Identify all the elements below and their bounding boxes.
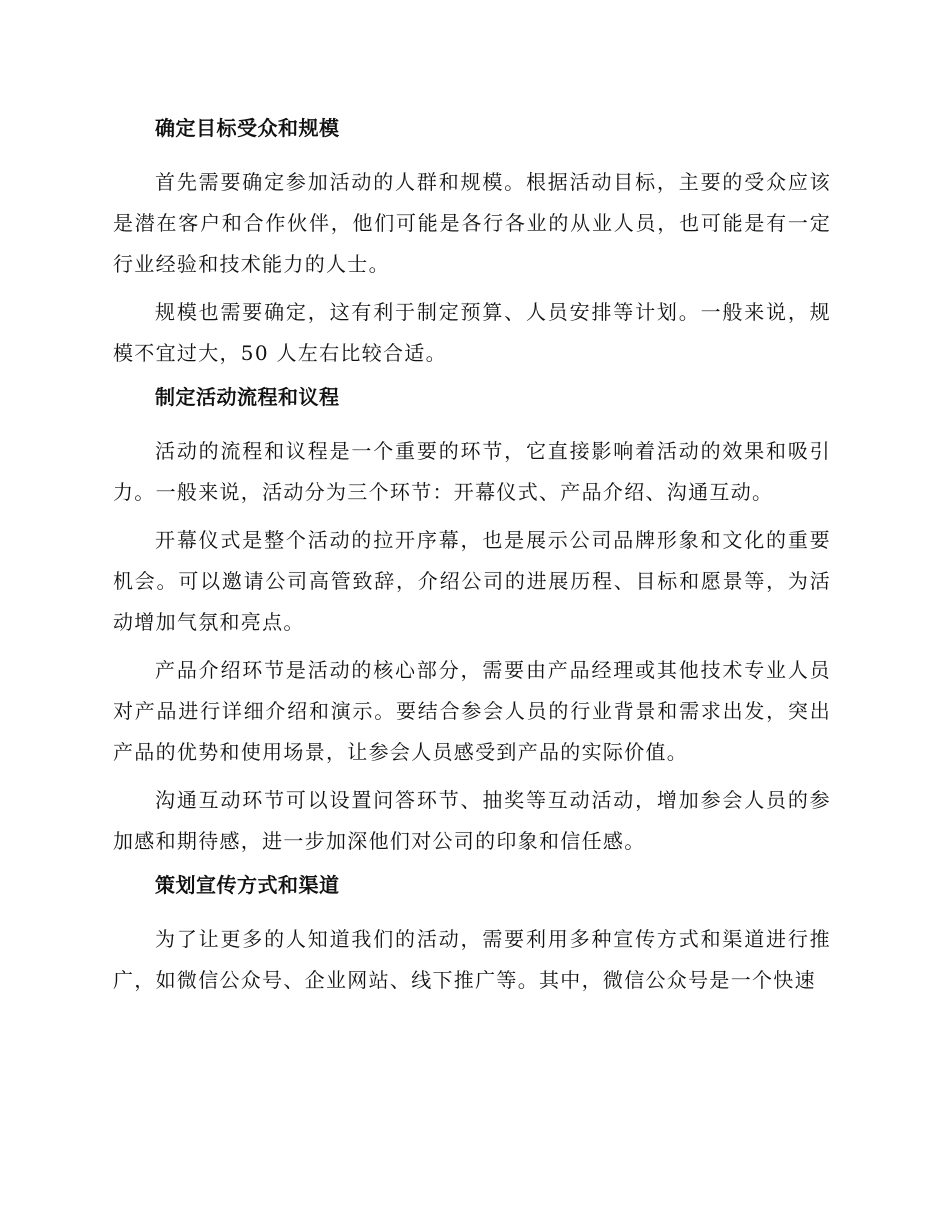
paragraph: 为了让更多的人知道我们的活动，需要利用多种宣传方式和渠道进行推广，如微信公众号、企业网站、线下推广等。其中，微信公众号是一个快速 bbox=[113, 927, 831, 992]
paragraph: 开幕仪式是整个活动的拉开序幕，也是展示公司品牌形象和文化的重要机会。可以邀请公司高管致辞，介绍公司的进展历程、目标和愿景等，为活动增加气氛和亮点。 bbox=[113, 528, 831, 634]
paragraph: 活动的流程和议程是一个重要的环节，它直接影响着活动的效果和吸引力。一般来说，活动分为三个环节：开幕仪式、产品介绍、沟通互动。 bbox=[113, 439, 831, 504]
paragraph: 沟通互动环节可以设置问答环节、抽奖等互动活动，增加参会人员的参加感和期待感，进一步加深他们对公司的印象和信任感。 bbox=[113, 788, 831, 853]
paragraph: 产品介绍环节是活动的核心部分，需要由产品经理或其他技术专业人员对产品进行详细介绍和演示。要结合参会人员的行业背景和需求出发，突出产品的优势和使用场景，让参会人员感受到产品的实际价值。 bbox=[113, 658, 831, 764]
paragraph: 首先需要确定参加活动的人群和规模。根据活动目标，主要的受众应该是潜在客户和合作伙伴，他们可能是各行各业的从业人员，也可能是有一定行业经验和技术能力的人士。 bbox=[113, 170, 831, 276]
section-heading-agenda: 制定活动流程和议程 bbox=[155, 385, 340, 409]
section-heading-target-audience: 确定目标受众和规模 bbox=[155, 116, 340, 140]
paragraph: 规模也需要确定，这有利于制定预算、人员安排等计划。一般来说，规模不宜过大，50 人左右比较合适。 bbox=[113, 300, 831, 365]
section-heading-promotion: 策划宣传方式和渠道 bbox=[155, 873, 340, 897]
document-body bbox=[113, 112, 831, 1001]
